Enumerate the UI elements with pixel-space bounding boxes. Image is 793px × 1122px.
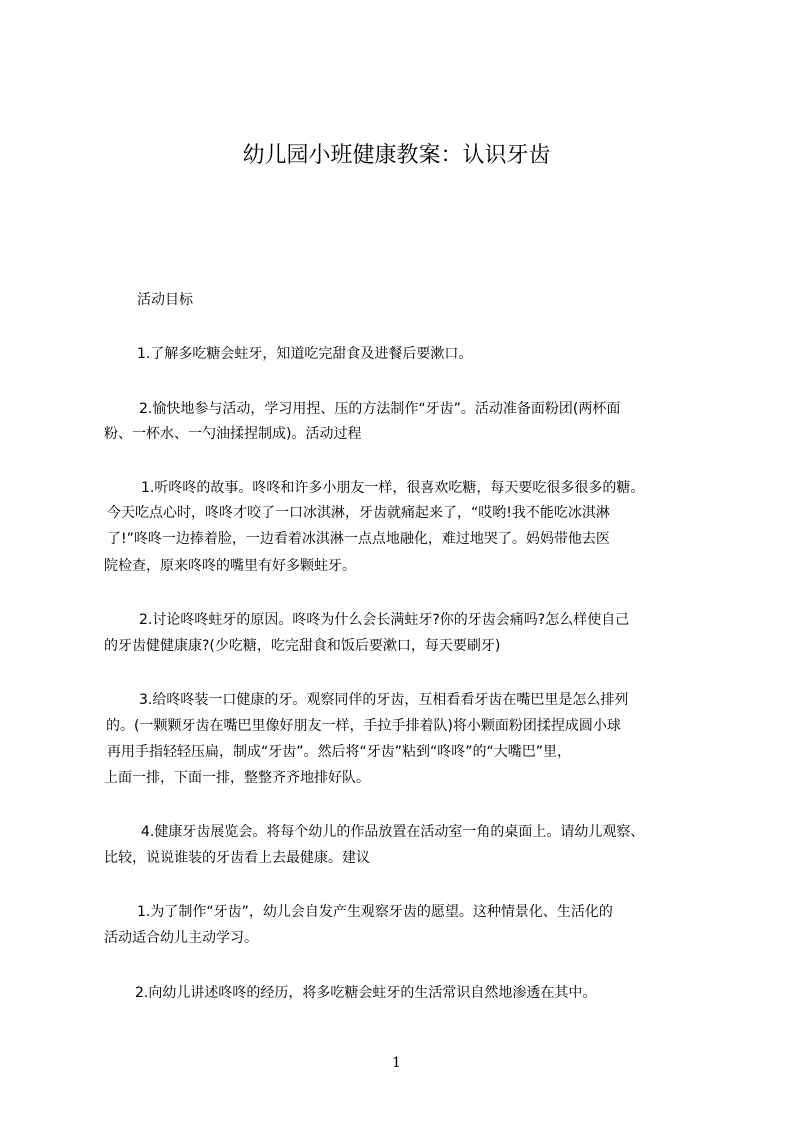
paragraph-line: 了!”咚咚一边捧着脸，一边看着冰淇淋一点点地融化，难过地哭了。妈妈带他去医: [107, 531, 610, 547]
paragraph-line: 上面一排，下面一排，整整齐齐地排好队。: [104, 770, 370, 786]
paragraph-line: 1.了解多吃糖会蛀牙，知道吃完甜食及进餐后要漱口。: [137, 346, 473, 362]
paragraph-line: 活动适合幼儿主动学习。: [104, 930, 258, 946]
paragraph-line: 2.愉快地参与活动，学习用捏、压的方法制作“牙齿”。活动准备面粉团(两杯面: [139, 401, 621, 417]
paragraph-line: 的。(一颗颗牙齿在嘴巴里像好朋友一样，手拉手排着队)将小颗面粉团揉捏成圆小球: [106, 718, 621, 734]
section-heading: 活动目标: [137, 292, 193, 308]
page-number: 1: [392, 1055, 401, 1071]
paragraph-line: 再用手指轻轻压扁，制成“牙齿”。然后将“牙齿”粘到“咚咚”的“大嘴巴”里，: [107, 744, 572, 760]
paragraph-line: 1.为了制作“牙齿”，幼儿会自发产生观察牙齿的愿望。这种情景化、生活化的: [137, 904, 613, 920]
paragraph-line: 院检查，原来咚咚的嘴里有好多颗蛀牙。: [104, 558, 356, 574]
paragraph-line: 2.向幼儿讲述咚咚的经历，将多吃糖会蛀牙的生活常识自然地渗透在其中。: [135, 985, 597, 1001]
paragraph-line: 粉、一杯水、一勺油揉捏制成)。活动过程: [104, 426, 362, 442]
paragraph-line: 4.健康牙齿展览会。将每个幼儿的作品放置在活动室一角的桌面上。请幼儿观察、: [141, 824, 645, 840]
document-title: 幼儿园小班健康教案：认识牙齿: [242, 143, 551, 168]
paragraph-line: 今天吃点心时，咚咚才咬了一口冰淇淋，牙齿就痛起来了，“哎哟!我不能吃冰淇淋: [107, 505, 610, 521]
paragraph-line: 比较，说说谁装的牙齿看上去最健康。建议: [104, 850, 370, 866]
paragraph-line: 的牙齿健健康康?(少吃糖，吃完甜食和饭后要漱口，每天要刷牙): [104, 638, 501, 654]
paragraph-line: 3.给咚咚装一口健康的牙。观察同伴的牙齿，互相看看牙齿在嘴巴里是怎么排列: [139, 692, 629, 708]
paragraph-line: 2.讨论咚咚蛀牙的原因。咚咚为什么会长满蛀牙?你的牙齿会痛吗?怎么样使自己: [139, 612, 630, 628]
paragraph-line: 1.听咚咚的故事。咚咚和许多小朋友一样，很喜欢吃糖，每天要吃很多很多的糖。: [141, 480, 645, 496]
